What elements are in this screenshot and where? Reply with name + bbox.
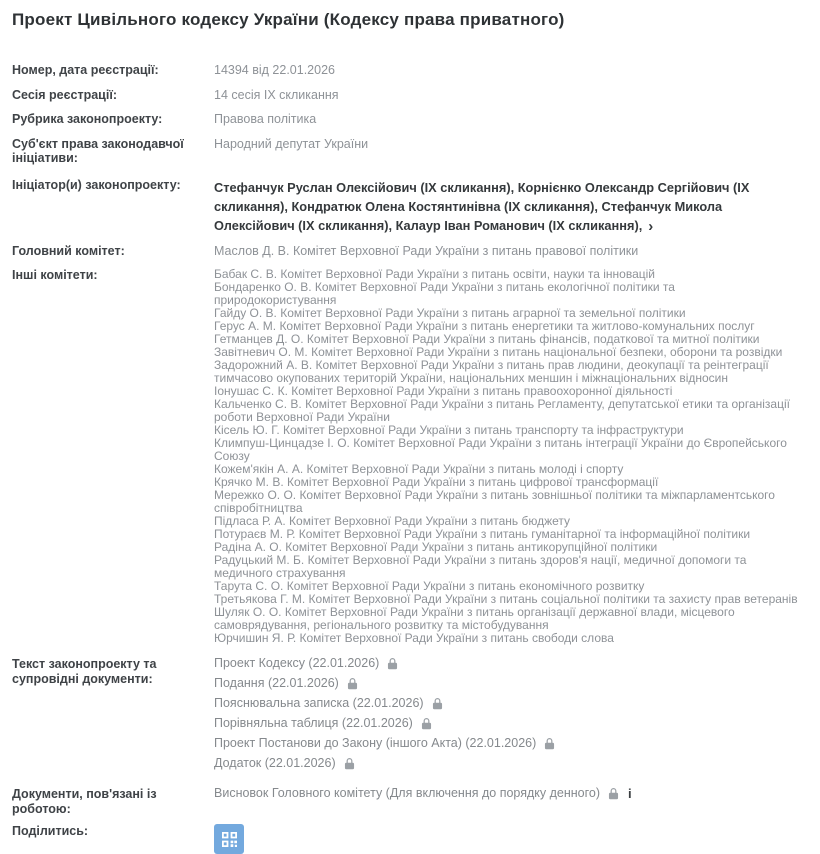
related-document-row bbox=[214, 787, 632, 801]
field-row-documents bbox=[12, 657, 800, 777]
committee-item: Радуцький М. Б. Комітет Верховної Ради України з питань здоров'я нації, медичної допомоги та медичного страхування bbox=[214, 553, 747, 580]
committee-item: Крячко М. В. Комітет Верховної Ради України з питань цифрової трансформації bbox=[214, 475, 659, 489]
committee-item: Завітневич О. М. Комітет Верховної Ради України з питань національної безпеки, оборони та розвідки bbox=[214, 345, 783, 359]
field-row-subject bbox=[12, 137, 800, 166]
field-label: Ініціатор(и) законопроекту: bbox=[12, 177, 181, 192]
committee-item: Потураєв М. Р. Комітет Верховної Ради України з питань гуманітарної та інформаційної політики bbox=[214, 527, 751, 541]
lock-icon bbox=[607, 787, 620, 800]
field-row-share bbox=[12, 824, 800, 854]
field-label: Суб'єкт права законодавчої ініціативи: bbox=[12, 136, 184, 165]
lock-icon bbox=[386, 657, 399, 670]
field-row-session bbox=[12, 88, 800, 103]
committee-item: Бабак С. В. Комітет Верховної Ради України з питань освіти, науки та інновацій bbox=[214, 267, 655, 281]
field-row-other-committees bbox=[12, 268, 800, 645]
field-label: Головний комітет: bbox=[12, 243, 125, 258]
session-value: 14 сесія IX скликання bbox=[214, 87, 339, 102]
document-link[interactable]: Пояснювальна записка (22.01.2026) bbox=[214, 696, 424, 710]
committee-item: Кальченко С. В. Комітет Верховної Ради України з питань Регламенту, депутатської етики та організації роботи Верховної Ради України bbox=[214, 397, 790, 424]
qr-code-icon bbox=[222, 832, 237, 847]
committee-item: Бондаренко О. В. Комітет Верховної Ради України з питань екологічної політики та природокористування bbox=[214, 280, 675, 307]
document-row bbox=[214, 757, 556, 771]
committee-item: Герус А. М. Комітет Верховної Ради України з питань енергетики та житлово-комунальних послуг bbox=[214, 319, 755, 333]
committee-item: Іонушас С. К. Комітет Верховної Ради України з питань правоохоронної діяльності bbox=[214, 384, 673, 398]
committee-item: Гайду О. В. Комітет Верховної Ради України з питань аграрної та земельної політики bbox=[214, 306, 686, 320]
share-qr-button[interactable] bbox=[214, 824, 244, 854]
lock-icon bbox=[431, 697, 444, 710]
committee-item: Гетманцев Д. О. Комітет Верховної Ради України з питань фінансів, податкової та митної політики bbox=[214, 332, 760, 346]
main-committee-value: Маслов Д. В. Комітет Верховної Ради України з питань правової політики bbox=[214, 243, 639, 258]
committee-item: Кісель Ю. Г. Комітет Верховної Ради України з питань транспорту та інфраструктури bbox=[214, 423, 684, 437]
document-row bbox=[214, 697, 556, 711]
committee-item: Мережко О. О. Комітет Верховної Ради України з питань зовнішньої політики та міжпарламентського співробітництва bbox=[214, 488, 775, 515]
document-link[interactable]: Проект Кодексу (22.01.2026) bbox=[214, 656, 380, 670]
field-label: Рубрика законопроекту: bbox=[12, 112, 163, 126]
committee-item: Тарута С. О. Комітет Верховної Ради України з питань економічного розвитку bbox=[214, 579, 645, 593]
info-icon[interactable]: i bbox=[628, 786, 632, 802]
field-label: Поділитись: bbox=[12, 824, 89, 838]
field-row-registration bbox=[12, 63, 800, 78]
related-document-link[interactable]: Висновок Головного комітету (Для включення до порядку денного) bbox=[214, 786, 601, 800]
field-label: Інші комітети: bbox=[12, 268, 98, 282]
document-row bbox=[214, 717, 556, 731]
chevron-right-icon[interactable]: › bbox=[648, 217, 654, 235]
committee-item: Шуляк О. О. Комітет Верховної Ради України з питань організації державної влади, місцевого самоврядування, регіонального розвитку та містобудування bbox=[214, 605, 735, 632]
committee-item: Радіна А. О. Комітет Верховної Ради України з питань антикорупційної політики bbox=[214, 540, 658, 554]
field-row-main-committee bbox=[12, 244, 800, 259]
document-row bbox=[214, 737, 556, 751]
document-link[interactable]: Проект Постанови до Закону (іншого Акта) (22.01.2026) bbox=[214, 736, 537, 750]
lock-icon bbox=[543, 737, 556, 750]
committee-item: Задорожний А. В. Комітет Верховної Ради України з питань прав людини, деокупації та реінтеграції тимчасово окупованих територій України, національних меншин і міжнаціональних відносин bbox=[214, 358, 769, 385]
committee-item: Юрчишин Я. Р. Комітет Верховної Ради України з питань свободи слова bbox=[214, 631, 614, 645]
page-title: Проект Цивільного кодексу України (Кодексу права приватного) bbox=[12, 10, 565, 29]
field-label: Текст законопроекту та супровідні документи: bbox=[12, 657, 157, 686]
committee-list bbox=[214, 268, 800, 645]
committee-item: Підласа Р. А. Комітет Верховної Ради України з питань бюджету bbox=[214, 514, 571, 528]
document-link[interactable]: Подання (22.01.2026) bbox=[214, 676, 339, 690]
field-label: Номер, дата реєстрації: bbox=[12, 63, 159, 77]
document-row bbox=[214, 657, 556, 671]
subject-value: Народний депутат України bbox=[214, 136, 369, 151]
registration-value: 14394 від 22.01.2026 bbox=[214, 63, 335, 77]
field-row-initiators bbox=[12, 178, 800, 235]
committee-item: Третьякова Г. М. Комітет Верховної Ради України з питань соціальної політики та захисту прав ветеранів bbox=[214, 592, 798, 606]
document-list bbox=[214, 657, 556, 777]
committee-item: Кожем'якін А. А. Комітет Верховної Ради України з питань молоді і спорту bbox=[214, 462, 624, 476]
document-link[interactable]: Додаток (22.01.2026) bbox=[214, 756, 336, 770]
committee-item: Климпуш-Цинцадзе І. О. Комітет Верховної Ради України з питань інтеграції України до Європейського Союзу bbox=[214, 436, 787, 463]
field-label: Документи, пов'язані із роботою: bbox=[12, 787, 157, 816]
document-link[interactable]: Порівняльна таблиця (22.01.2026) bbox=[214, 716, 413, 730]
field-row-related-documents bbox=[12, 787, 800, 816]
initiators-value bbox=[214, 178, 800, 235]
field-row-rubric bbox=[12, 112, 800, 127]
lock-icon bbox=[343, 757, 356, 770]
lock-icon bbox=[346, 677, 359, 690]
document-row bbox=[214, 677, 556, 691]
rubric-value: Правова політика bbox=[214, 112, 317, 126]
initiators-names: Стефанчук Руслан Олексійович (IX скликання), Корнієнко Олександр Сергійович (IX скликання), Кондратюк Олена Костянтинівна (IX скликання), Стефанчук Микола Олексійович (IX скликання), Калаур Іван Романович (IX скликання), bbox=[214, 179, 750, 233]
lock-icon bbox=[420, 717, 433, 730]
field-label: Сесія реєстрації: bbox=[12, 87, 117, 102]
